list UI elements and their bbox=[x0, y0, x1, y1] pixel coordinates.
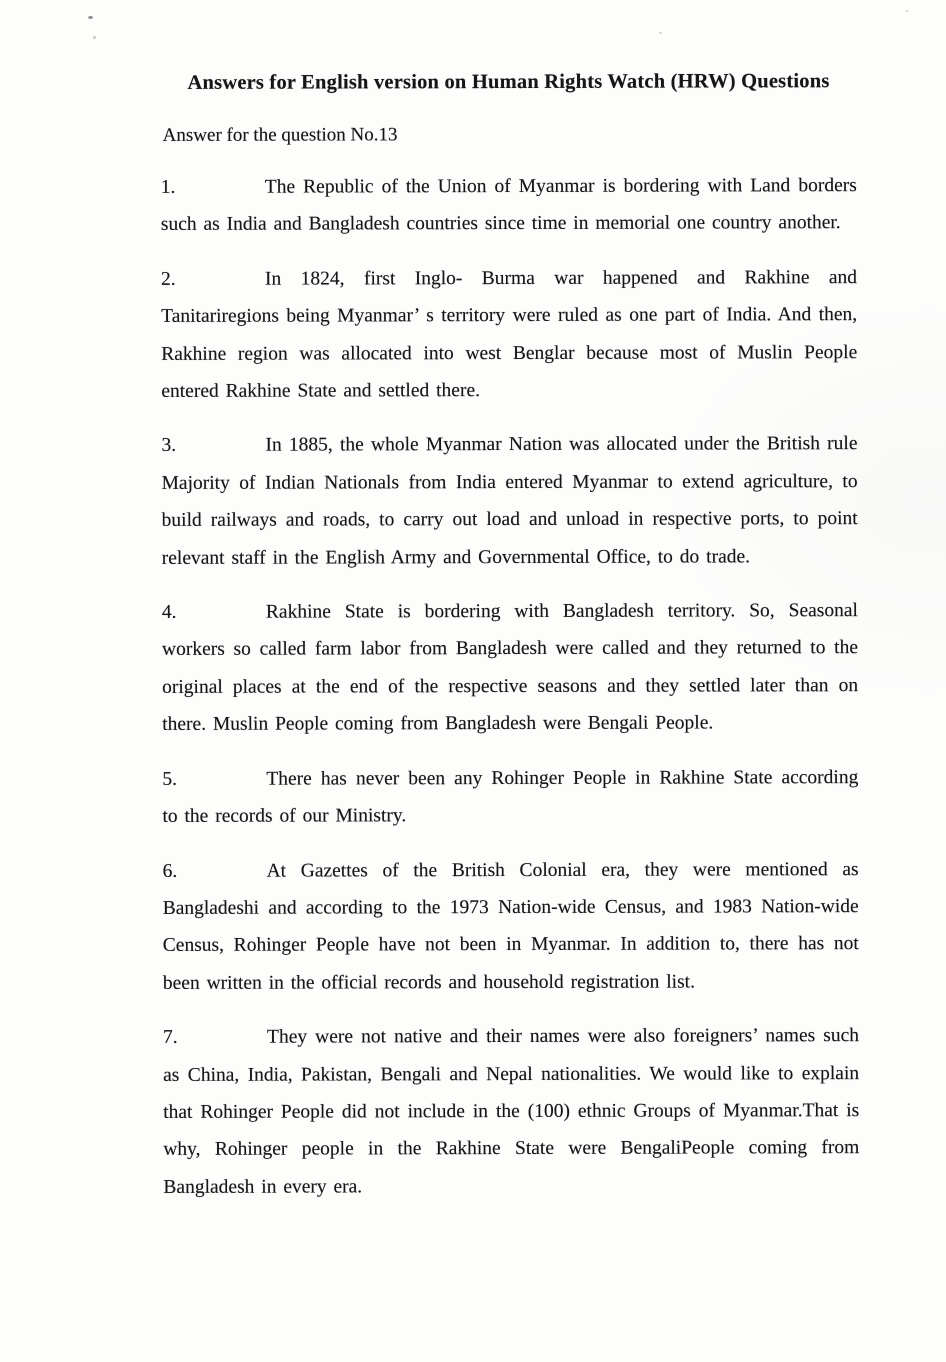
paragraph-number: 1. bbox=[160, 176, 176, 198]
paragraph-1 bbox=[161, 167, 857, 244]
document-content bbox=[160, 69, 859, 1223]
paragraph-4 bbox=[162, 592, 858, 743]
paragraph-text: In 1824, first Inglo- Burma war happened and Rakhine and Tanitariregions being Myanmar’ s territory were ruled as one part of India. And then, Rakhine region was allocated into west Benglar because most of Muslin People entered Rakhine State and settled there. bbox=[161, 266, 858, 402]
paragraph-number: 4. bbox=[161, 601, 177, 623]
document-title: Answers for English version on Human Rights Watch (HRW) Questions bbox=[187, 70, 830, 94]
paragraph-text: At Gazettes of the British Colonial era, they were mentioned as Bangladeshi and according to the 1973 Nation-wide Census, and 1983 Nation-wide Census, Rohinger People have not been in Myanmar. In addition to, there has not been written in the official records and household registration list. bbox=[162, 858, 859, 994]
paragraph-text: In 1885, the whole Myanmar Nation was allocated under the British rule Majority of Indian Nationals from India entered Myanmar to extend agriculture, to build railways and roads, to carry out load and unload in respective ports, to point relevant staff in the English Army and Governmental Office, to do trade. bbox=[161, 433, 858, 569]
scan-speck bbox=[659, 32, 662, 34]
paragraph-2 bbox=[161, 259, 857, 410]
paragraph-number: 3. bbox=[161, 435, 177, 457]
paragraph-7 bbox=[163, 1017, 859, 1206]
paragraph-text: They were not native and their names were also foreigners’ names such as China, India, Pakistan, Bengali and Nepal nationalities. We would like to explain that Rohinger People did not include in the (100) ethnic Groups of Myanmar.That is why, Rohinger people in the Rakhine State were BengaliPeople coming from Bangladesh in every era. bbox=[163, 1025, 860, 1198]
paragraph-3 bbox=[161, 426, 857, 577]
paragraph-number: 5. bbox=[162, 768, 177, 790]
paragraph-text: The Republic of the Union of Myanmar is bordering with Land borders such as India and Bangladesh countries since time in memorial one country another. bbox=[160, 175, 857, 236]
scan-speck bbox=[905, 10, 909, 12]
paragraph-number: 2. bbox=[161, 268, 176, 290]
paragraph-text: Rakhine State is bordering with Bangladesh territory. So, Seasonal workers so called farm labor from Bangladesh were called and they returned to the original places at the end of the respective seasons and they settled later than on there. Muslin People coming from Bangladesh were Bengali People. bbox=[161, 600, 859, 736]
section-heading: Answer for the question No.13 bbox=[162, 124, 398, 146]
paragraph-6 bbox=[163, 851, 859, 1002]
scan-speck bbox=[88, 16, 93, 19]
paragraph-text: There has never been any Rohinger People in Rakhine State according to the records of our Ministry. bbox=[162, 766, 859, 828]
paragraph-5 bbox=[162, 759, 858, 836]
scan-speck bbox=[93, 36, 96, 39]
paragraph-number: 7. bbox=[162, 1026, 178, 1049]
paragraph-number: 6. bbox=[162, 860, 178, 882]
